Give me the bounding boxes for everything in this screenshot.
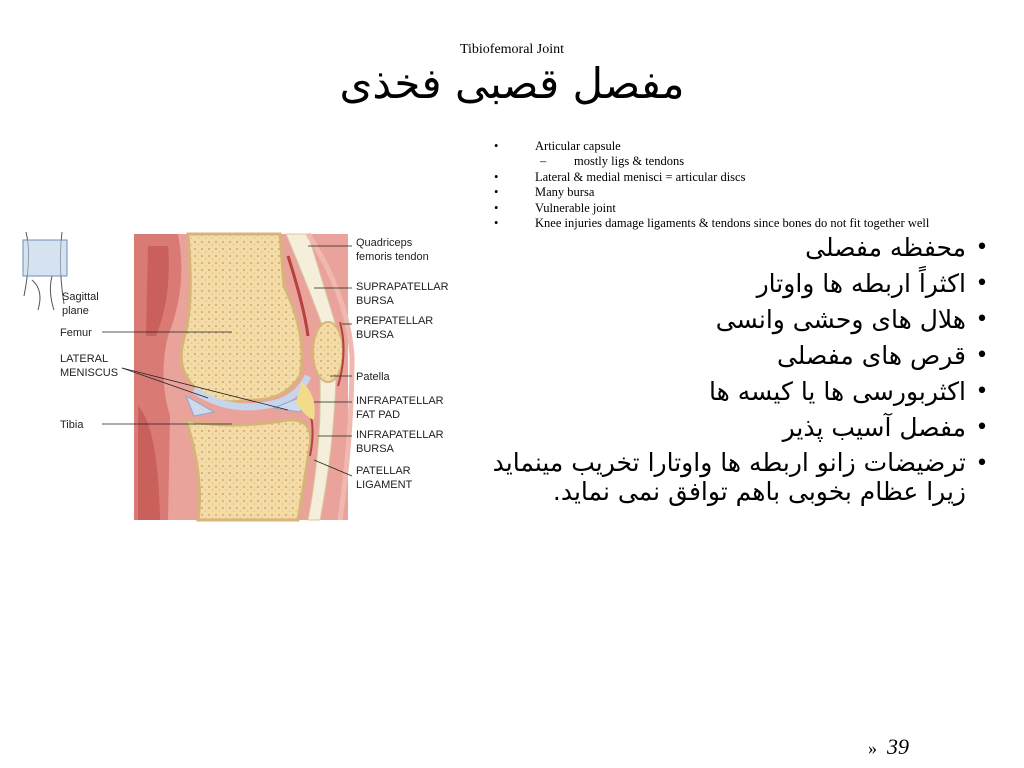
bullet-dot-icon: •: [975, 271, 989, 296]
page-number-value: 39: [887, 734, 909, 759]
knee-sagittal-illustration: [18, 226, 468, 522]
label-infrapatellar-fat-1: INFRAPATELLAR: [356, 395, 444, 407]
label-patellar-ligament-1: PATELLAR: [356, 465, 411, 477]
english-item: [494, 185, 1014, 200]
knee-cross-section: [134, 234, 352, 520]
persian-bullet-list: [470, 232, 998, 511]
persian-item-text: محفظه مفصلی: [805, 233, 966, 262]
label-prepatellar-1: PREPATELLAR: [356, 315, 434, 327]
label-suprapatellar-2: BURSA: [356, 295, 394, 307]
persian-item: [470, 304, 998, 335]
bullet-dot-icon: •: [494, 216, 499, 231]
label-femur: Femur: [60, 327, 92, 339]
bullet-dot-icon: •: [975, 451, 989, 476]
label-infrapatellar-bursa-1: INFRAPATELLAR: [356, 429, 444, 441]
english-item: [494, 201, 1014, 216]
inset-label-line1: Sagittal: [62, 291, 99, 303]
label-patellar-ligament-2: LIGAMENT: [356, 479, 413, 491]
label-infrapatellar-bursa-2: BURSA: [356, 443, 394, 455]
persian-item: [470, 268, 998, 299]
persian-item: [470, 340, 998, 371]
bullet-dot-icon: •: [494, 169, 499, 184]
label-quadriceps-1: Quadriceps: [356, 237, 413, 249]
label-tibia: Tibia: [60, 419, 84, 431]
nav-chevron-icon[interactable]: »: [868, 738, 877, 758]
bullet-dot-icon: •: [975, 379, 989, 404]
label-suprapatellar-1: SUPRAPATELLAR: [356, 281, 449, 293]
slide-title: مفصل قصبی فخذی: [339, 59, 685, 108]
english-item-text: Articular capsule: [535, 139, 621, 153]
english-item-text: Lateral & medial menisci = articular discs: [535, 169, 746, 184]
english-item-text: Knee injuries damage ligaments & tendons since bones do not fit together well: [535, 216, 930, 231]
persian-item: [470, 232, 998, 263]
english-item: [494, 216, 1014, 231]
english-bullet-list: [494, 139, 1014, 231]
bullet-dot-icon: •: [975, 415, 989, 440]
bullet-dot-icon: •: [975, 235, 989, 260]
english-item-text: mostly ligs & tendons: [574, 154, 685, 169]
persian-item-text: هلال های وحشی وانسی: [715, 305, 966, 334]
persian-item-text: مفصل آسیب پذیر: [782, 413, 966, 442]
dash-bullet-icon: –: [540, 154, 547, 169]
persian-item-text: اکثربورسی ها یا کیسه ها: [708, 377, 966, 406]
inset-label-line2: plane: [62, 305, 89, 317]
bullet-dot-icon: •: [494, 185, 499, 200]
label-quadriceps-2: femoris tendon: [356, 251, 429, 263]
bullet-dot-icon: •: [494, 200, 499, 215]
label-infrapatellar-fat-2: FAT PAD: [356, 409, 401, 421]
english-item: [494, 170, 1014, 185]
sagittal-plane-inset: [23, 232, 99, 317]
page-number: [868, 734, 909, 760]
english-item-text: Vulnerable joint: [535, 200, 616, 215]
english-item-text: Many bursa: [535, 185, 595, 200]
persian-item-text: قرص های مفصلی: [776, 341, 966, 370]
label-lateral-meniscus-2: MENISCUS: [60, 367, 119, 379]
label-prepatellar-2: BURSA: [356, 329, 394, 341]
persian-item-text: اکثراً اربطه ها واوتار: [756, 269, 966, 298]
slide-subtitle: Tibiofemoral Joint: [459, 42, 565, 57]
english-item: [494, 139, 1014, 154]
bullet-dot-icon: •: [494, 139, 499, 153]
persian-item: [470, 412, 998, 443]
english-subitem: [494, 154, 1014, 169]
bullet-dot-icon: •: [975, 307, 989, 332]
persian-item: [470, 448, 998, 506]
label-lateral-meniscus-1: LATERAL: [60, 353, 109, 365]
bullet-dot-icon: •: [975, 343, 989, 368]
label-patella: Patella: [356, 371, 390, 383]
persian-item-text: ترضیضات زانو اربطه ها واوتارا تخریب مینماید زیرا عظام بخوبی باهم توافق نمی نماید.: [492, 448, 966, 506]
persian-item: [470, 376, 998, 407]
